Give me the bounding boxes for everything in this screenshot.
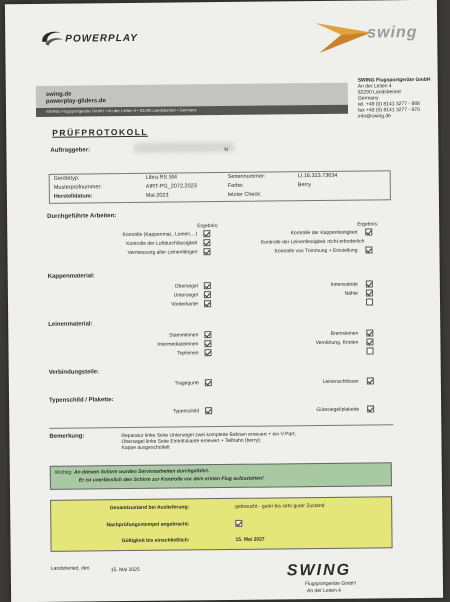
leinenmaterial-heading: Leinenmaterial: (48, 321, 93, 328)
checkbox-vernaehung[interactable] (366, 338, 373, 345)
checkbox-tragegurte[interactable] (205, 379, 212, 386)
bemerkung-text: Reparatur linke Seite Untersegel zwei komplette Bahnen erneuert + ein V-Part; Obersegel linke Seite Eintrittskante erneuert + Teilbahn (berry); Kappe ausgeschüttelt (121, 431, 296, 452)
checkbox-intermediateleinen[interactable] (204, 340, 211, 347)
verbindungsteile-heading: Verbindungsteile: (48, 369, 100, 376)
company-address: SWING Flugsportgeräte GmbH An der Leiten 4 82290 Landsberied Germany (357, 76, 431, 102)
footer-place: Landsberied, den (50, 565, 90, 572)
ergebnis-left: Ergebnis: (197, 223, 219, 230)
checkbox-bremsleinen[interactable] (366, 329, 373, 336)
notice-label: Wichtig: (54, 469, 73, 476)
website-swing: swing.de (45, 91, 72, 98)
address-line: SWING Flugsportgeräte GmbH • An der Leiten 4 • 82290 Landsberied • Germany (45, 107, 197, 114)
auftraggeber-label: Auftraggeber: (50, 147, 91, 154)
device-info-table: Gerätetyp: Libra RS SM Seriennummer: LI.16.323.73634 Musterprüfnummer: AIRT-PG_2072.2023 Farbe: Berry Herstelldatum: Mai 2023 letzter Check: (49, 170, 391, 204)
checkbox-trimmung[interactable] (365, 246, 372, 253)
checkbox-typenschild[interactable] (205, 407, 212, 414)
kappenmaterial-heading: Kappenmaterial: (47, 273, 95, 280)
seriennummer-value: LI.16.323.73634 (297, 172, 338, 180)
notice-line-1: An diesem Schirm wurden Servicearbeiten durchgeführt. (73, 468, 210, 476)
swing-swoosh-icon (313, 18, 373, 55)
redacted-name (134, 142, 234, 153)
farbe-value: Berry (297, 182, 311, 189)
company-contact: tel. +49 (0) 8141 3277 - 888 fax +49 (0) 8141 3277 - 870 info@swing.de (357, 100, 420, 120)
gueltigkeit-value: 15. Mai 2027 (235, 536, 265, 543)
geraetetyp-value: Libra RS SM (145, 174, 177, 181)
page-title: PRÜFPROTOKOLL (52, 126, 149, 138)
checkbox-nachpruefungsstempel[interactable] (235, 520, 242, 527)
powerplay-swirl-icon (39, 28, 65, 48)
checkbox-leinenschloesser[interactable] (367, 377, 374, 384)
notice-line-2: Er ist unerlässlich den Schirm zur Kontrolle vor dem ersten Flug aufzuziehen! (78, 475, 264, 484)
ergebnis-right: Ergebnis: (357, 221, 379, 228)
footer-company: Flugsportgeräte GmbH (304, 580, 356, 588)
checkbox-guetesiegel[interactable] (367, 405, 374, 412)
herstelldatum-value: Mai 2023 (145, 192, 169, 199)
footer-swing-stamp: SWING (286, 561, 352, 580)
arbeiten-heading: Durchgeführte Arbeiten: (47, 213, 117, 220)
document-sheet: POWERPLAY swing swing.de powerplay-gliders.de SWING Flugsportgeräte GmbH • An der Leiten 4 • 82290 Landsberied • Germany SWING Flugsportgeräte GmbH An der Leiten 4 82290 Landsberied Germany tel. +49 (0) 8141 3277 - 888 fax +49 (0) 8141 3277 - 870 info@swing.de PRÜFPROTOKOLL Auftraggeber: N Gerätetyp: Libra RS SM Seriennummer: LI.16.323.73634 Musterprüfnummer: AIRT-PG_2072.2023 Farbe: Berry Herstelldatum: Mai 2023 letzter Check: Durchgeführte Arbeiten: Ergebnis: Ergebnis: Kontrolle (Kappenmat., Leinen,...) Kontrolle der Luftdurchlässigkeit Vermessung aller Leinenlängen Kontrolle der Kappenfestigkeit Kontrolle der Leinenfestigkeit nicht erforderlich Kontrolle von Trimmung + Einstellung Kappenmaterial: Obersegel Untersegel Vorderkante Innenwände Nähte Leinenmaterial: Stammleinen Intermediateleinen Topleinen Bremsleinen Vernähung, Knoten Verbindungsteile: Tragegurte Leinenschlösser Typenschild / Plakette: Typenschild Gütesiegel/plakette Bemerkung: Reparatur linke Seite Untersegel zwei komplette Bahnen erneuert + ein V-Part; Obersegel linke Seite Eintrittskante erneuert + Teilbahn (berry); Kappe ausgeschüttelt Wichtig: An diesem Schirm wurden Servicearbeiten durchgeführt. Er ist unerlässlich den Schirm zur Kontrolle vor dem ersten Flug aufzuziehen! Gesamtzustand bei Auslieferung: gebraucht - guter bis sehr guter Zustand Nachprüfungsstempel angebracht: Gültigkeit bis einschließlich: 15. Mai 2027 Landsberied, den 15. Mai 2025 SWING Flugsportgeräte GmbH An der Leiten 4 (5, 0, 443, 602)
service-notice-box (50, 462, 392, 490)
checkbox-kappenfestigkeit[interactable] (365, 228, 372, 235)
leinenfestigkeit-note: nicht erforderlich (327, 238, 365, 245)
checkbox-vorderkante[interactable] (204, 300, 211, 307)
swing-logo-text: swing (367, 23, 418, 42)
checkbox-innenwaende[interactable] (366, 280, 373, 287)
divider (49, 424, 393, 429)
summary-box: Gesamtzustand bei Auslieferung: gebraucht - guter bis sehr guter Zustand Nachprüfungsstempel angebracht: Gültigkeit bis einschließlich: 15. Mai 2027 (50, 496, 393, 552)
typenschild-heading: Typenschild / Plakette: (49, 397, 114, 404)
website-powerplay: powerplay-gliders.de (45, 98, 106, 105)
checkbox-naehte[interactable] (366, 289, 373, 296)
checkbox-untersegel[interactable] (204, 291, 211, 298)
footer-address: An der Leiten 4 (307, 587, 341, 595)
checkbox-stammleinen[interactable] (204, 331, 211, 338)
musterpruefnummer-value: AIRT-PG_2072.2023 (145, 183, 197, 190)
gesamtzustand-value: gebraucht - guter bis sehr guter Zustand (235, 502, 325, 510)
checkbox-luftdurchlaessigkeit[interactable] (203, 239, 210, 246)
checkbox-leinen-empty[interactable] (366, 347, 373, 354)
checkbox-leinenlaengen[interactable] (203, 248, 210, 255)
checkbox-obersegel[interactable] (204, 282, 211, 289)
powerplay-wordmark: POWERPLAY (65, 32, 139, 45)
auftraggeber-suffix: N (224, 146, 229, 153)
bemerkung-label: Bemerkung: (49, 433, 85, 440)
checkbox-kappen-empty[interactable] (366, 298, 373, 305)
checkbox-kontrolle-kappenmaterial[interactable] (203, 230, 210, 237)
checkbox-topleinen[interactable] (205, 349, 212, 356)
footer-date: 15. Mai 2025 (110, 566, 140, 574)
